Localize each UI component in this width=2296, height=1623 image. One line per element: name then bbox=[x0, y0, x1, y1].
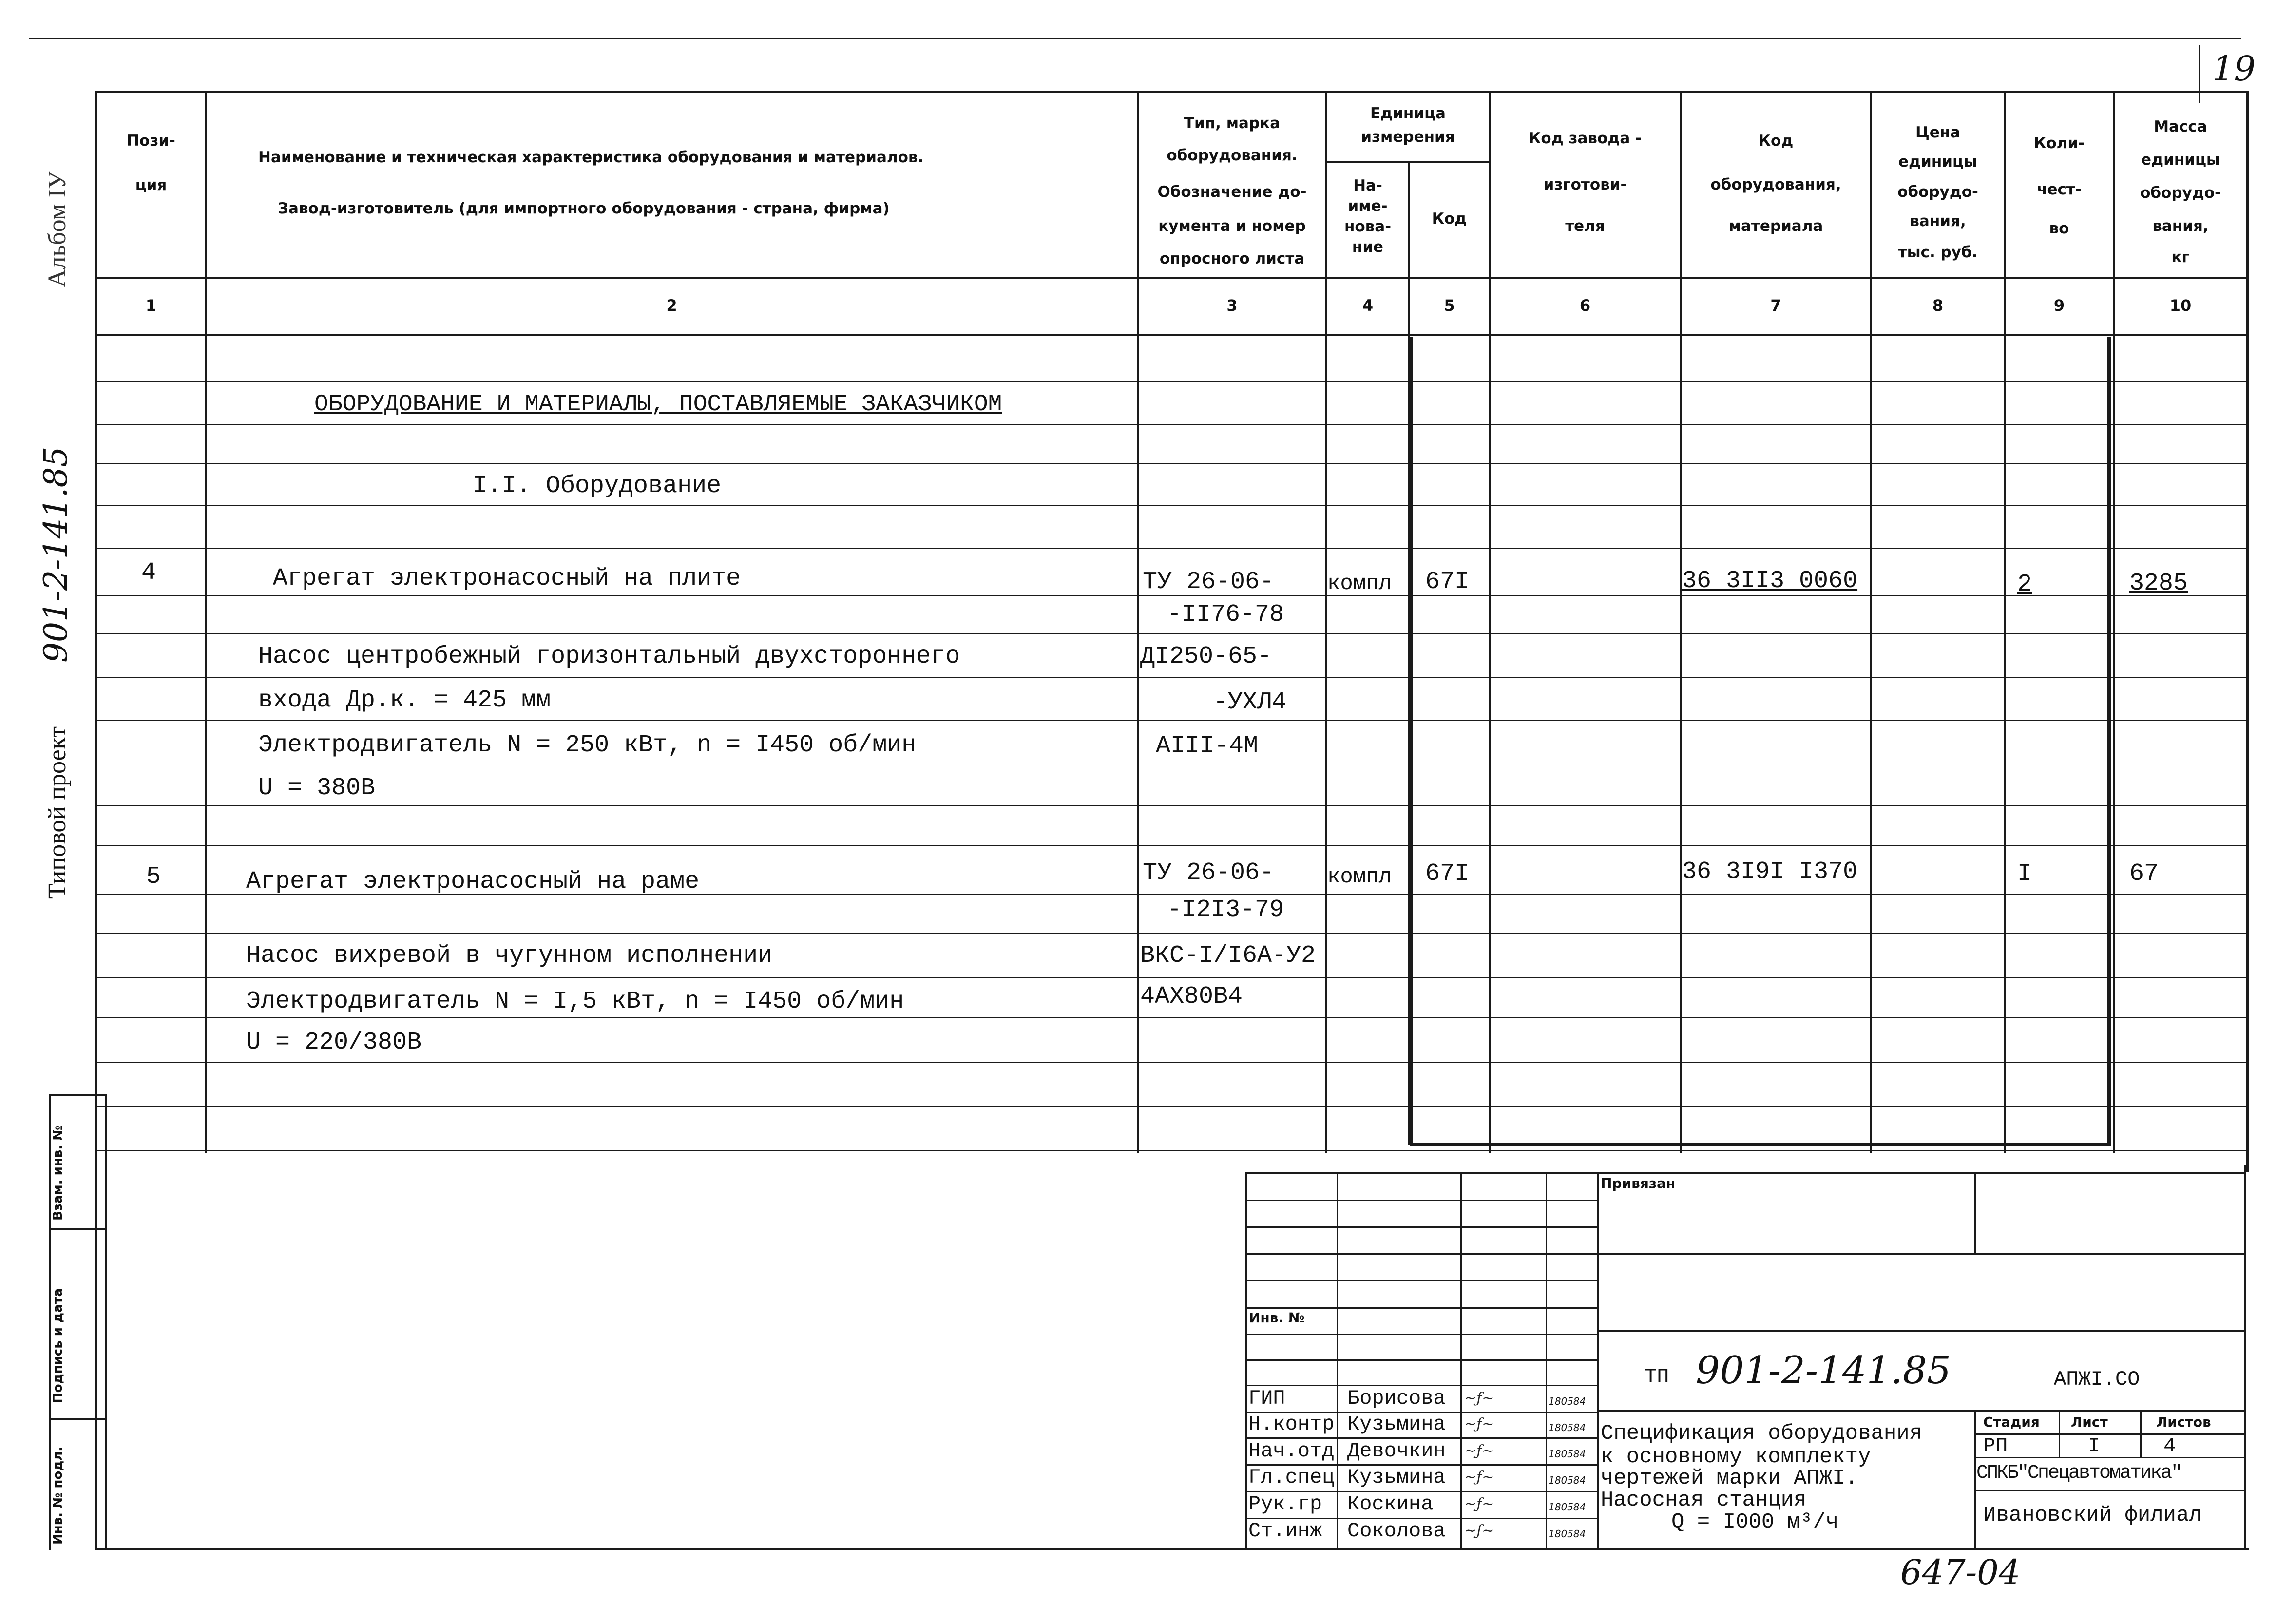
tb-sheets-label: Листов bbox=[2156, 1414, 2211, 1430]
row-line bbox=[97, 424, 2246, 425]
project-code-side: 901-2-141.85 bbox=[37, 446, 75, 663]
tb-top bbox=[1245, 1172, 2246, 1174]
tb-col bbox=[1597, 1172, 1599, 1550]
column-number-9: 9 bbox=[2053, 296, 2065, 315]
header-col10-l5: кг bbox=[2171, 248, 2190, 266]
tb-date-4: 180584 bbox=[1549, 1474, 1586, 1486]
col-divider-8 bbox=[2004, 91, 2006, 1153]
subsection-title: I.I. Оборудование bbox=[473, 472, 722, 500]
tb-row bbox=[1247, 1253, 1597, 1255]
tb-stage-row bbox=[1974, 1433, 2246, 1435]
row5-name: Агрегат электронасосный на раме bbox=[246, 868, 700, 896]
row4-pump-type-a: ДI250-65- bbox=[1140, 643, 1272, 670]
stamp-vzam-label: Взам. инв. № bbox=[51, 1125, 65, 1221]
tb-col bbox=[1337, 1172, 1338, 1550]
tb-date-2: 180584 bbox=[1549, 1422, 1586, 1433]
col-divider-1 bbox=[205, 91, 207, 1153]
column-number-7: 7 bbox=[1770, 296, 1781, 315]
tb-description-2: к основному комплекту bbox=[1601, 1445, 1871, 1469]
album-label: Альбом IУ bbox=[43, 171, 71, 287]
sheet-bottom-border bbox=[95, 1548, 2249, 1550]
row-line bbox=[97, 1062, 2246, 1063]
row5-voltage: U = 220/380B bbox=[246, 1029, 422, 1056]
row5-unit: компл bbox=[1327, 865, 1392, 889]
header-col5: Код bbox=[1432, 210, 1467, 228]
stamp-sign-label: Подпись и дата bbox=[51, 1288, 65, 1403]
row4-pump-name-b: входа Др.к. = 425 мм bbox=[258, 687, 551, 714]
unit-group-divider bbox=[1325, 161, 1490, 163]
tb-row bbox=[1247, 1226, 1597, 1228]
row-line bbox=[97, 1017, 2246, 1018]
column-numbers-bottom-border bbox=[95, 334, 2249, 336]
tb-project-code: 901-2-141.85 bbox=[1696, 1349, 1952, 1393]
tb-row bbox=[1247, 1307, 1597, 1309]
footer-number: 647-04 bbox=[1900, 1552, 2021, 1592]
tb-name-2: Кузьмина bbox=[1347, 1413, 1446, 1436]
header-col10-l3: оборудо- bbox=[2140, 184, 2221, 202]
tb-row bbox=[1247, 1334, 1597, 1335]
row4-type-a: ТУ 26-06- bbox=[1143, 568, 1275, 596]
row5-position: 5 bbox=[146, 863, 161, 891]
header-col7-l1: Код bbox=[1758, 132, 1794, 150]
header-col1-l1: Пози- bbox=[127, 132, 175, 150]
tb-role-4: Гл.спец bbox=[1248, 1466, 1335, 1489]
tb-sheets: 4 bbox=[2163, 1434, 2176, 1458]
tb-role-1: ГИП bbox=[1248, 1387, 1285, 1410]
header-col8-l4: вания, bbox=[1910, 212, 1966, 230]
tb-privyazan-divider bbox=[1974, 1172, 1976, 1255]
header-col7-l3: материала bbox=[1728, 217, 1823, 235]
tb-name-5: Коскина bbox=[1347, 1492, 1434, 1516]
row4-motor-type: AIII-4M bbox=[1156, 732, 1259, 760]
stamp-line bbox=[49, 1418, 107, 1420]
header-col4-l2: име- bbox=[1348, 197, 1388, 215]
tb-stage-row bbox=[1974, 1457, 2246, 1458]
row5-type-a: ТУ 26-06- bbox=[1143, 859, 1275, 887]
header-col4-l3: нова- bbox=[1344, 218, 1392, 235]
column-number-2: 2 bbox=[666, 296, 677, 315]
tb-stage-col bbox=[2059, 1410, 2060, 1457]
stamp-inv-label: Инв. № подл. bbox=[51, 1446, 65, 1545]
header-col9-l3: во bbox=[2049, 220, 2069, 237]
sheet-top-edge bbox=[29, 38, 2241, 39]
column-number-10: 10 bbox=[2169, 296, 2192, 315]
tb-sheet-code: АПЖI.СО bbox=[2054, 1368, 2140, 1391]
header-col2-l2: Завод-изготовитель (для импортного оборудования - страна, фирма) bbox=[278, 200, 890, 217]
col-divider-6 bbox=[1680, 91, 1682, 1153]
row5-pump-name: Насос вихревой в чугунном исполнении bbox=[246, 942, 773, 970]
header-col8-l2: единицы bbox=[1898, 153, 1977, 171]
section-title: ОБОРУДОВАНИЕ И МАТЕРИАЛЫ, ПОСТАВЛЯЕМЫЕ ЗАКАЗЧИКОМ bbox=[314, 391, 1002, 418]
tb-code-top bbox=[1597, 1330, 2246, 1332]
header-col10-l1: Масса bbox=[2154, 118, 2207, 135]
stamp-line bbox=[49, 1228, 107, 1230]
header-col10-l4: вания, bbox=[2152, 217, 2209, 235]
tb-col bbox=[1460, 1172, 1462, 1550]
row-line bbox=[97, 548, 2246, 549]
row4-quantity: 2 bbox=[2017, 571, 2032, 598]
tb-date-1: 180584 bbox=[1549, 1395, 1586, 1407]
row5-quantity: I bbox=[2017, 860, 2032, 888]
page-number: 19 bbox=[2212, 49, 2256, 89]
row4-type-b: -II76-78 bbox=[1167, 601, 1284, 629]
tb-privyazan-bottom bbox=[1597, 1253, 2246, 1255]
row-line bbox=[97, 1150, 2246, 1151]
tb-signature-icon: ~ƒ~ bbox=[1464, 1522, 1494, 1539]
header-col6-l3: теля bbox=[1565, 217, 1605, 235]
tb-org-2: Ивановский филиал bbox=[1983, 1503, 2202, 1528]
tb-signature-icon: ~ƒ~ bbox=[1464, 1415, 1494, 1432]
header-col3-l3: Обозначение до- bbox=[1157, 183, 1307, 201]
row-line bbox=[97, 977, 2246, 978]
tb-privyazan: Привязан bbox=[1601, 1175, 1676, 1191]
header-col9-l1: Коли- bbox=[2034, 134, 2085, 152]
row-line bbox=[97, 805, 2246, 806]
header-col3-l4: кумента и номер bbox=[1158, 217, 1306, 235]
tb-signature-icon: ~ƒ~ bbox=[1464, 1442, 1494, 1459]
row5-pump-type: ВКС-I/I6А-У2 bbox=[1140, 942, 1316, 970]
row4-mass: 3285 bbox=[2129, 570, 2188, 597]
row4-name: Агрегат электронасосный на плите bbox=[273, 565, 741, 592]
header-col1-l2: ция bbox=[135, 176, 167, 194]
header-col4-l1: На- bbox=[1353, 177, 1382, 194]
row-line bbox=[97, 933, 2246, 934]
tb-left bbox=[1245, 1172, 1247, 1550]
tb-stage-col bbox=[2140, 1410, 2142, 1457]
body-frame-bottom bbox=[1410, 1143, 2111, 1146]
tb-stage-label: Стадия bbox=[1983, 1414, 2040, 1430]
tb-role-2: Н.контр bbox=[1248, 1413, 1335, 1436]
header-col3-l5: опросного листа bbox=[1159, 250, 1305, 267]
row-line bbox=[97, 381, 2246, 382]
col-divider-5 bbox=[1489, 91, 1491, 1153]
tb-description-5: Q = I000 м³/ч bbox=[1671, 1510, 1839, 1534]
header-col2-l1: Наименование и техническая характеристика оборудования и материалов. bbox=[258, 149, 924, 166]
tb-role-6: Ст.инж bbox=[1248, 1519, 1322, 1543]
body-frame-right bbox=[2107, 337, 2111, 1146]
row4-pump-type-b: -УХЛ4 bbox=[1213, 688, 1287, 716]
tb-signature-icon: ~ƒ~ bbox=[1464, 1390, 1494, 1407]
table-right-border bbox=[2246, 91, 2249, 1172]
header-col7-l2: оборудования, bbox=[1710, 176, 1841, 193]
header-col10-l2: единицы bbox=[2141, 151, 2220, 169]
tb-sheet: I bbox=[2088, 1434, 2101, 1458]
tb-signature-icon: ~ƒ~ bbox=[1464, 1469, 1494, 1486]
table-top-border bbox=[95, 91, 2249, 93]
header-unit-l2: измерения bbox=[1361, 128, 1455, 146]
row-line bbox=[97, 505, 2246, 506]
tb-inv-no: Инв. № bbox=[1249, 1310, 1305, 1326]
column-number-6: 6 bbox=[1579, 296, 1591, 315]
tb-signature-icon: ~ƒ~ bbox=[1464, 1495, 1494, 1512]
header-bottom-border bbox=[95, 277, 2249, 279]
project-type-label: Типовой проект bbox=[43, 726, 71, 899]
stamp-line bbox=[49, 1094, 107, 1096]
tb-row bbox=[1247, 1200, 1597, 1201]
header-col4-l4: ние bbox=[1352, 238, 1384, 256]
tb-description-4: Насосная станция bbox=[1601, 1488, 1807, 1512]
tb-name-6: Соколова bbox=[1347, 1519, 1446, 1543]
header-col8-l5: тыс. руб. bbox=[1898, 244, 1978, 261]
column-number-8: 8 bbox=[1932, 296, 1944, 315]
tb-role-5: Рук.гр bbox=[1248, 1492, 1322, 1516]
column-number-1: 1 bbox=[145, 296, 157, 315]
header-col9-l2: чест- bbox=[2037, 181, 2082, 198]
row-line bbox=[97, 720, 2246, 721]
title-block-right-border bbox=[2244, 1165, 2246, 1550]
row5-motor-name: Электродвигатель N = I,5 кВт, n = I450 об/мин bbox=[246, 988, 904, 1015]
header-col6-l1: Код завода - bbox=[1529, 130, 1642, 147]
stamp-right-line bbox=[105, 1094, 107, 1550]
row-line bbox=[97, 633, 2246, 634]
row5-motor-type: 4АХ80В4 bbox=[1140, 983, 1243, 1011]
row4-code: 67I bbox=[1425, 568, 1470, 596]
tb-date-5: 180584 bbox=[1549, 1501, 1586, 1513]
tb-role-3: Нач.отд bbox=[1248, 1439, 1335, 1463]
row4-unit: компл bbox=[1327, 572, 1392, 596]
tb-date-3: 180584 bbox=[1549, 1448, 1586, 1460]
page-number-box-line bbox=[2199, 45, 2200, 103]
tb-name-4: Кузьмина bbox=[1347, 1466, 1446, 1489]
row4-equip-code: 36 3II3 0060 bbox=[1682, 567, 1858, 595]
tb-row bbox=[1247, 1280, 1597, 1281]
row-line bbox=[97, 845, 2246, 846]
tb-stage-row bbox=[1974, 1490, 2246, 1491]
row4-motor-name: Электродвигатель N = 250 кВт, n = I450 об/мин bbox=[258, 731, 917, 759]
header-col3-l2: оборудования. bbox=[1167, 147, 1298, 164]
header-unit-l1: Единица bbox=[1370, 105, 1446, 122]
row4-pump-name-a: Насос центробежный горизонтальный двухстороннего bbox=[258, 643, 960, 670]
row-line bbox=[97, 677, 2246, 678]
tb-col bbox=[1546, 1172, 1547, 1550]
tb-code-bottom bbox=[1597, 1410, 2246, 1412]
column-number-5: 5 bbox=[1444, 296, 1455, 315]
header-col6-l2: изготови- bbox=[1543, 176, 1627, 193]
tb-date-6: 180584 bbox=[1549, 1528, 1586, 1540]
header-col8-l3: оборудо- bbox=[1897, 183, 1978, 201]
row5-code: 67I bbox=[1425, 860, 1470, 888]
row5-equip-code: 36 3I9I I370 bbox=[1682, 858, 1858, 886]
column-number-3: 3 bbox=[1226, 296, 1238, 315]
header-col3-l1: Тип, марка bbox=[1184, 115, 1281, 132]
tb-description-3: чертежей марки АПЖI. bbox=[1601, 1466, 1858, 1490]
tb-name-3: Девочкин bbox=[1347, 1439, 1446, 1463]
row4-voltage: U = 380B bbox=[258, 774, 376, 802]
tb-name-1: Борисова bbox=[1347, 1387, 1446, 1410]
row4-position: 4 bbox=[141, 559, 156, 587]
body-frame-left bbox=[1410, 337, 1413, 1146]
tb-org-1: СПКБ"Спецавтоматика" bbox=[1976, 1462, 2181, 1484]
row5-mass: 67 bbox=[2129, 860, 2159, 888]
tb-project-prefix: ТП bbox=[1645, 1365, 1669, 1389]
row-line bbox=[97, 1106, 2246, 1107]
column-number-4: 4 bbox=[1362, 296, 1374, 315]
row-line bbox=[97, 463, 2246, 464]
row5-type-b: -I2I3-79 bbox=[1167, 896, 1284, 924]
tb-stage: РП bbox=[1983, 1434, 2008, 1458]
tb-description-1: Спецификация оборудования bbox=[1601, 1421, 1923, 1446]
header-col8-l1: Цена bbox=[1915, 124, 1961, 141]
tb-sheet-label: Лист bbox=[2071, 1414, 2108, 1430]
tb-row bbox=[1247, 1359, 1597, 1361]
